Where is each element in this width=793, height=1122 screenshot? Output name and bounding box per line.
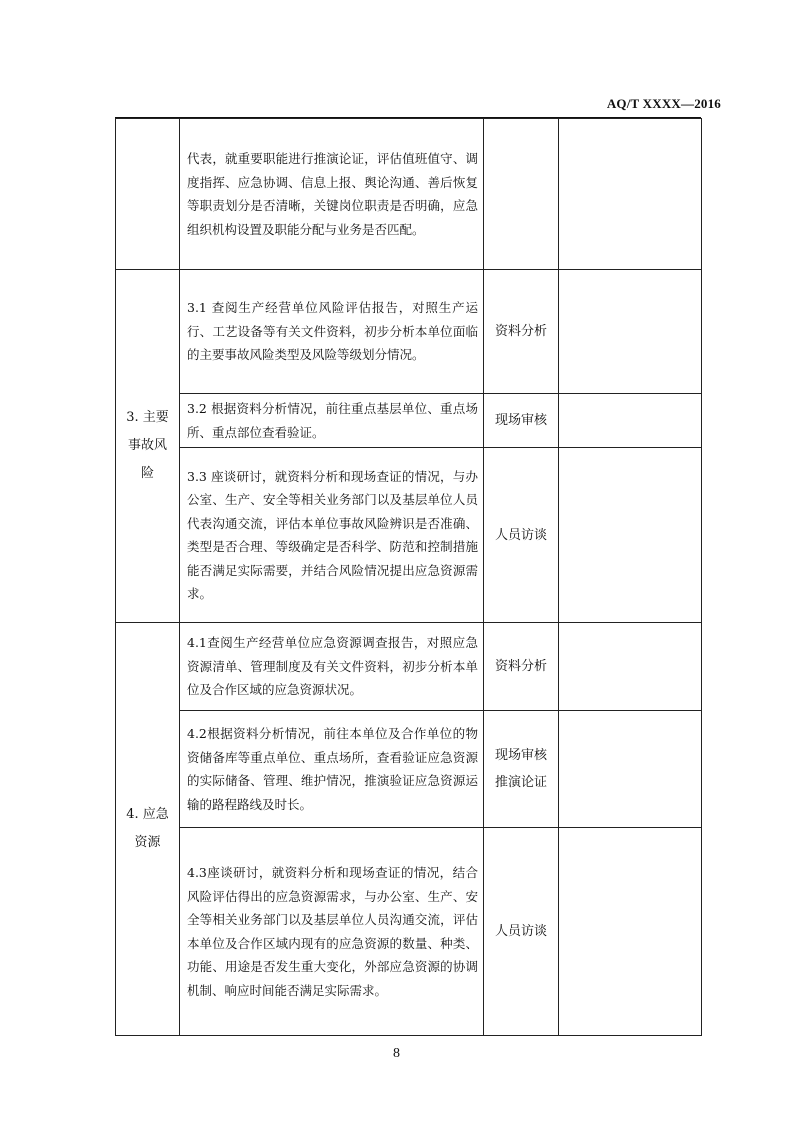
review-table: [115, 118, 702, 1036]
content-cell: 3.2 根据资料分析情况，前往重点基层单位、重点场所、重点部位查看验证。: [180, 394, 484, 448]
result-cell: [559, 448, 702, 623]
method-cell: 人员访谈: [484, 448, 559, 623]
category-cell: 3. 主要事故风险: [116, 270, 180, 623]
table-row: [116, 711, 702, 828]
table-row: [116, 828, 702, 1036]
document-code: AQ/T XXXX—2016: [606, 96, 721, 111]
method-cell: 现场审核: [484, 394, 559, 448]
result-cell: [559, 394, 702, 448]
table-row: [116, 270, 702, 394]
method-cell: 人员访谈: [484, 828, 559, 1036]
result-cell: [559, 270, 702, 394]
page-number: 8: [393, 1046, 400, 1061]
table-row: [116, 448, 702, 623]
table-row: [116, 623, 702, 711]
table-row: [116, 394, 702, 448]
content-cell: 4.3座谈研讨，就资料分析和现场查证的情况，结合风险评估得出的应急资源需求，与办公室、生产、安全等相关业务部门以及基层单位人员沟通交流，评估本单位及合作区域内现有的应急资源的数量、种类、功能、用途是否发生重大变化，外部应急资源的协调机制、响应时间能否满足实际需求。: [180, 828, 484, 1036]
result-cell: [559, 623, 702, 711]
content-cell: 3.1 查阅生产经营单位风险评估报告，对照生产运行、工艺设备等有关文件资料，初步分析本单位面临的主要事故风险类型及风险等级划分情况。: [180, 270, 484, 394]
content-cell: 4.2根据资料分析情况，前往本单位及合作单位的物资储备库等重点单位、重点场所，查看验证应急资源的实际储备、管理、维护情况，推演验证应急资源运输的路程路线及时长。: [180, 711, 484, 828]
method-cell: 资料分析: [484, 623, 559, 711]
category-cell: 4. 应急资源: [116, 623, 180, 1036]
content-cell: 3.3 座谈研讨，就资料分析和现场查证的情况，与办公室、生产、安全等相关业务部门以及基层单位人员代表沟通交流，评估本单位事故风险辨识是否准确、类型是否合理、等级确定是否科学、防范和控制措施能否满足实际需要，并结合风险情况提出应急资源需求。: [180, 448, 484, 623]
method-cell: 资料分析: [484, 270, 559, 394]
result-cell: [559, 119, 702, 270]
method-cell: [484, 119, 559, 270]
content-cell: 4.1查阅生产经营单位应急资源调查报告，对照应急资源清单、管理制度及有关文件资料，初步分析本单位及合作区域的应急资源状况。: [180, 623, 484, 711]
method-line: 现场审核: [494, 748, 547, 763]
content-cell: 代表，就重要职能进行推演论证，评估值班值守、调度指挥、应急协调、信息上报、舆论沟通、善后恢复等职责划分是否清晰，关键岗位职责是否明确，应急组织机构设置及职能分配与业务是否匹配。: [180, 119, 484, 270]
method-line: 推演论证: [494, 775, 547, 790]
method-cell: [484, 711, 559, 828]
result-cell: [559, 711, 702, 828]
table-row: [116, 119, 702, 270]
result-cell: [559, 828, 702, 1036]
category-cell: [116, 119, 180, 270]
